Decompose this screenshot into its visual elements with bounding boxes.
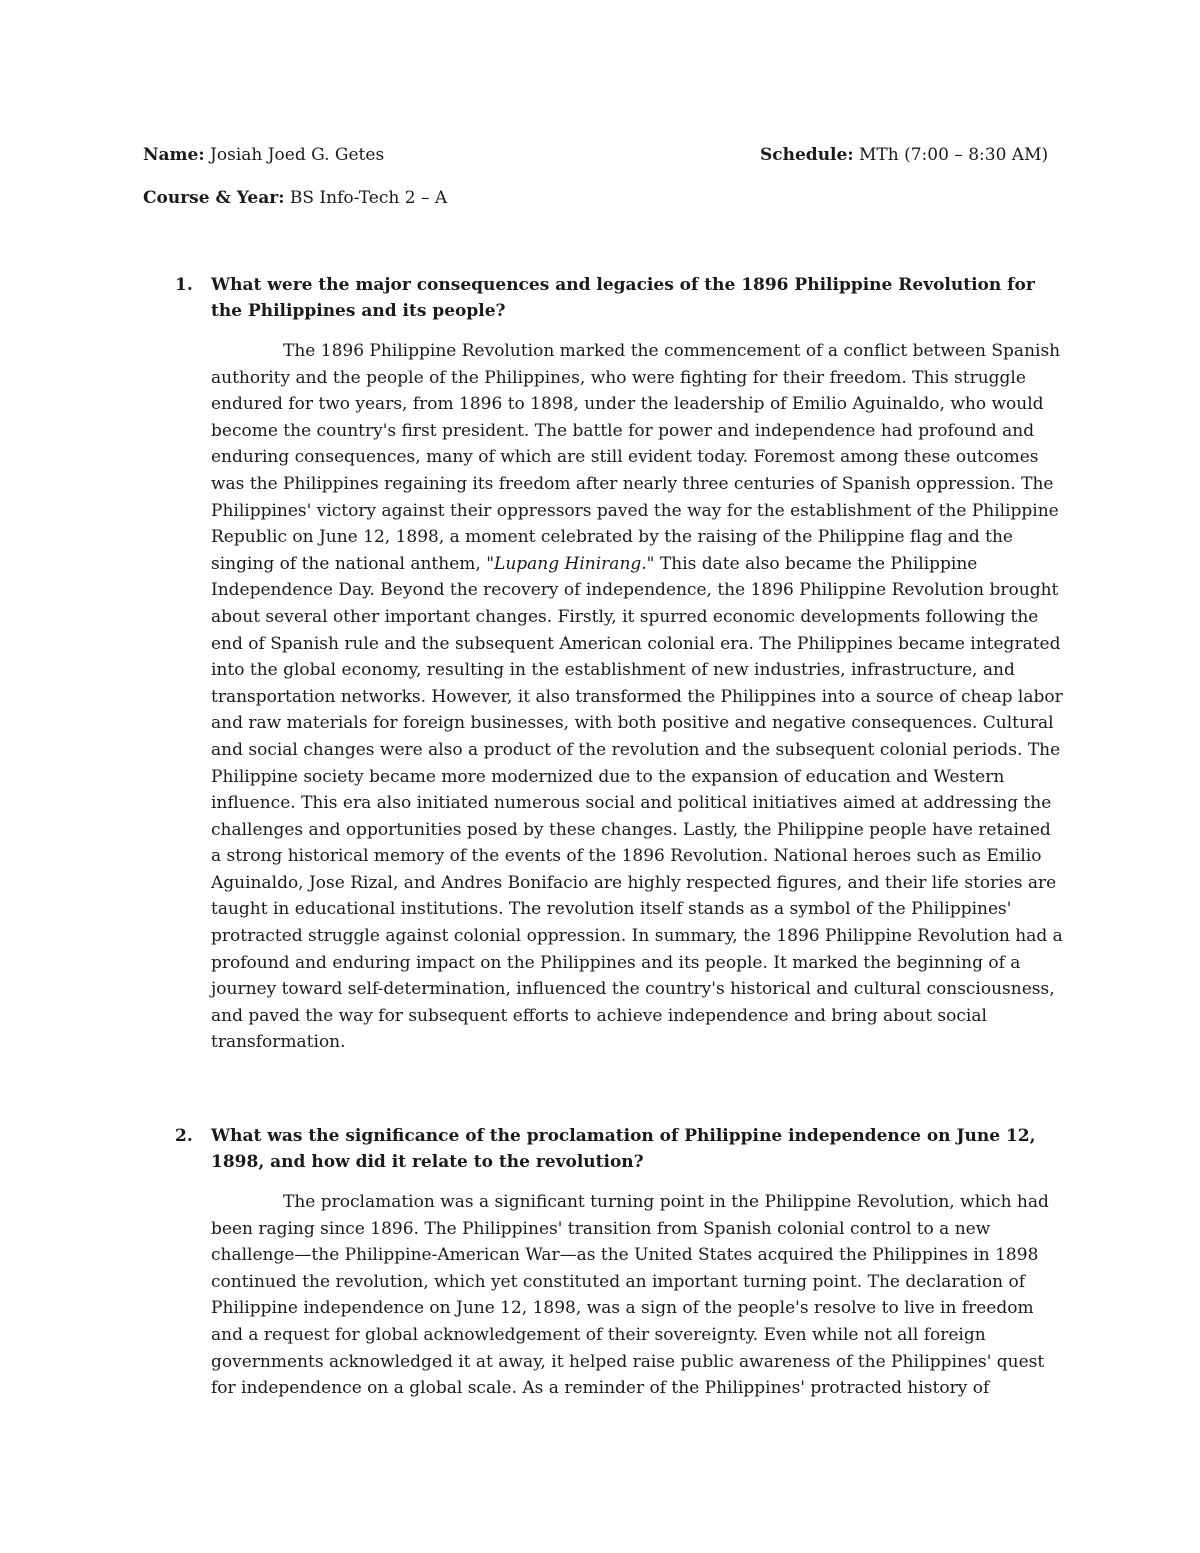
student-name	[143, 144, 384, 166]
course-value: BS Info-Tech 2 – A	[284, 188, 448, 208]
question-2-title	[143, 1123, 1063, 1175]
course-label: Course & Year:	[143, 188, 285, 208]
question-1	[143, 272, 1063, 1056]
question-1-title	[143, 272, 1063, 324]
question-2-answer: The proclamation was a significant turning point in the Philippine Revolution, which had been raging since 1896. The Philippines' transition from Spanish colonial control to a new challenge—the Philippine-American War—as the United States acquired the Philippines in 1898 continued the revolution, which yet constituted an important turning point. The declaration of Philippine independence on June 12, 1898, was a sign of the people's resolve to live in freedom and a request for global acknowledgement of their sovereignty. Even while not all foreign governments acknowledged it at away, it helped raise public awareness of the Philippines' quest for independence on a global scale. As a reminder of the Philippines' protracted history of	[211, 1192, 1049, 1399]
question-1-number: 1.	[175, 275, 193, 295]
question-1-text: What were the major consequences and legacies of the 1896 Philippine Revolution for the Philippines and its people?	[211, 275, 1035, 321]
question-1-answer	[143, 338, 1063, 1056]
answer-1-part-a: The 1896 Philippine Revolution marked the commencement of a conflict between Spanish authority and the people of the Philippines, who were fighting for their freedom. This struggle endured for two years, from 1896 to 1898, under the leadership of Emilio Aguinaldo, who would become the country's first president. The battle for power and independence had profound and enduring consequences, many of which are still evident today. Foremost among these outcomes was the Philippines regaining its freedom after nearly three centuries of Spanish oppression. The Philippines' victory against their oppressors paved the way for the establishment of the Philippine Republic on June 12, 1898, a moment celebrated by the raising of the Philippine flag and the singing of the national anthem,	[211, 341, 1061, 574]
schedule	[760, 144, 1048, 166]
question-2	[143, 1123, 1063, 1402]
name-label: Name:	[143, 145, 205, 165]
schedule-label: Schedule:	[760, 145, 854, 165]
schedule-value: MTh (7:00 – 8:30 AM)	[853, 145, 1049, 165]
course-year	[143, 187, 447, 209]
answer-1-part-b: This date also became the Philippine Independence Day. Beyond the recovery of independence, the 1896 Philippine Revolution brought about several other important changes. Firstly, it spurred economic developments following the end of Spanish rule and the subsequent American colonial era. The Philippines became integrated into the global economy, resulting in the establishment of new industries, infrastructure, and transportation networks. However, it also transformed the Philippines into a source of cheap labor and raw materials for foreign businesses, with both positive and negative consequences. Cultural and social changes were also a product of the revolution and the subsequent colonial periods. The Philippine society became more modernized due to the expansion of education and Western influence. This era also initiated numerous social and political initiatives aimed at addressing the challenges and opportunities posed by these changes. Lastly, the Philippine people have retained a strong historical memory of the events of the 1896 Revolution. National heroes such as Emilio Aguinaldo, Jose Rizal, and Andres Bonifacio are highly respected figures, and their life stories are taught in educational institutions. The revolution itself stands as a symbol of the Philippines' protracted struggle against colonial oppression. In summary, the 1896 Philippine Revolution had a profound and enduring impact on the Philippines and its people. It marked the beginning of a journey toward self-determination, influenced the country's historical and cultural consciousness, and paved the way for subsequent efforts to achieve independence and bring about social transformation.	[211, 553, 1063, 1053]
question-2-number: 2.	[175, 1126, 193, 1146]
anthem-title: "Lupang Hinirang."	[486, 553, 655, 574]
question-2-text: What was the significance of the proclamation of Philippine independence on June 12, 1898, and how did it relate to the revolution?	[211, 1126, 1036, 1172]
name-value: Josiah Joed G. Getes	[204, 145, 385, 165]
